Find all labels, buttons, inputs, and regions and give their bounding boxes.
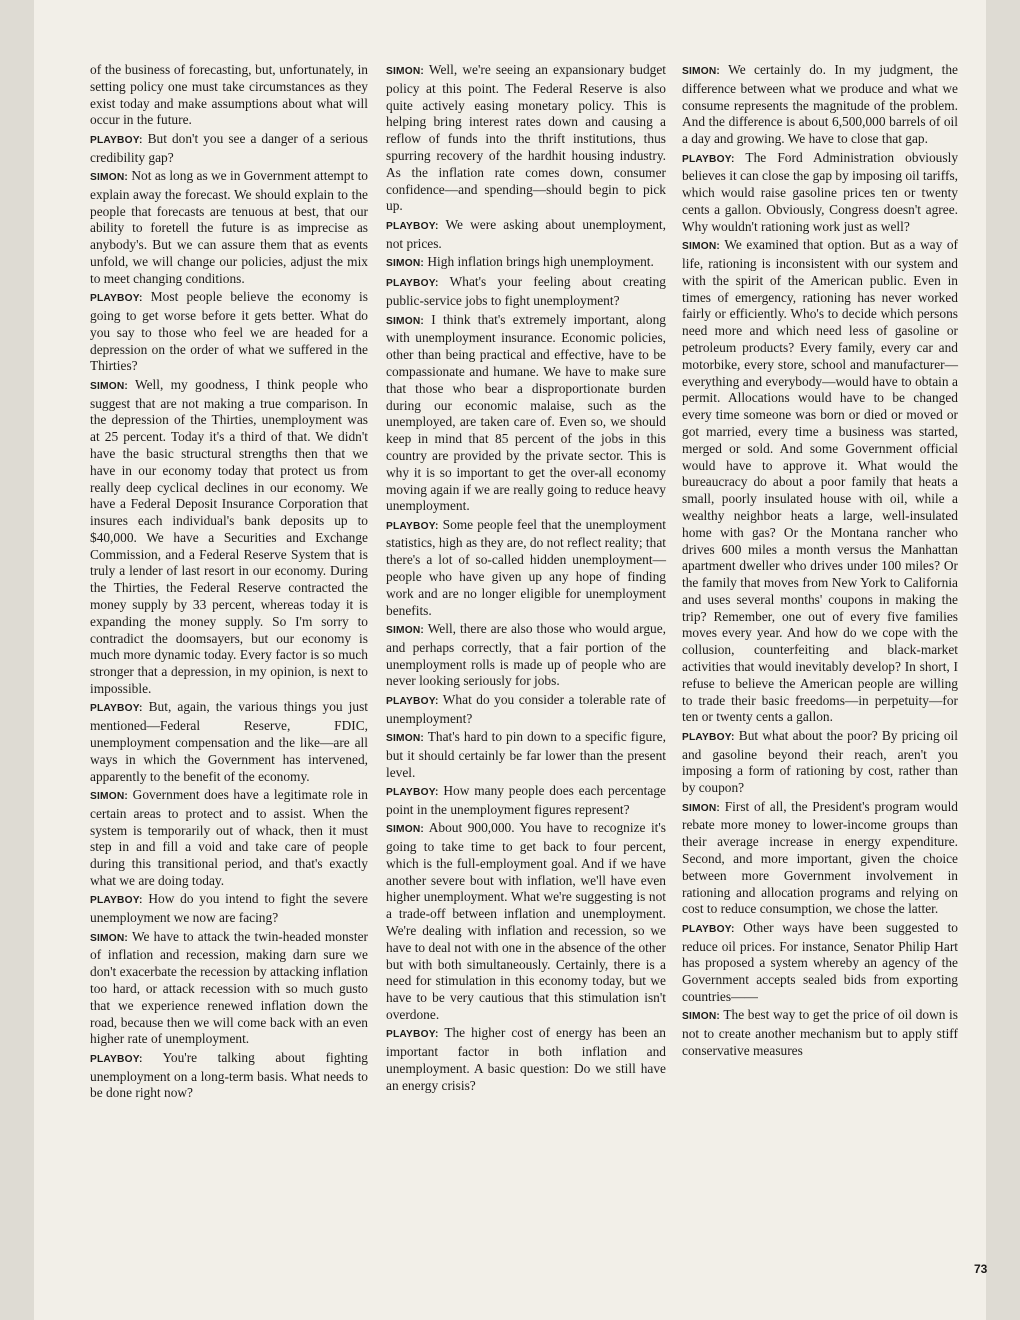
speaker-label: PLAYBOY:	[386, 278, 439, 290]
paragraph	[90, 168, 368, 288]
speaker-label: SIMON:	[386, 824, 424, 836]
paragraph	[90, 699, 368, 785]
speaker-label: SIMON:	[386, 257, 424, 269]
paragraph-text: The best way to get the price of oil down is not to create another mechanism but to apply stiff conservative measures	[682, 1007, 958, 1058]
speaker-label: SIMON:	[682, 1011, 720, 1023]
paragraph-text: What's your feeling about creating public-service jobs to fight unemployment?	[386, 274, 667, 309]
paragraph	[386, 274, 666, 310]
paragraph-text: Well, my goodness, I think people who suggest that are not making a true comparison. In the depression of the Thirties, unemployment was at 25 percent. Today it's a third of that. We didn't have the basic structural strengths then that we have in our economy today that protect us from really deep cyclical declines in our economy. We have a Federal Deposit Insurance Corporation that insures each individual's bank deposits up to $40,000. We have a Securities and Exchange Commission, and a Federal Reserve System that is truly a lender of last resort in our economy. During the Thirties, the Federal Reserve contracted the money supply by 33 percent, whereas today it is expanding the money supply. So I'm sorry to contradict the doomsayers, but our economy is much more dynamic today. Every factor is so much stronger that a depression, in my opinion, is next to impossible.	[90, 376, 368, 697]
paragraph-text: We were asking about unemployment, not prices.	[386, 216, 666, 251]
paragraph	[386, 783, 666, 819]
speaker-label: PLAYBOY:	[90, 1053, 143, 1065]
paragraph	[90, 377, 368, 698]
paragraph	[386, 62, 666, 215]
paragraph	[90, 289, 368, 375]
paragraph-text: We examined that option. But as a way of life, rationing is inconsistent with our system and with the spirit of the American public. Even in times of emergency, rationing has never worked fairly or efficiently. Who's to decide which persons need more and which need less of gasoline or petroleum products? Every family, every car and motorbike, every store, school and manufacturer—everything and everybody—would have to obtain a permit. Allocations would have to be changed every time someone was born or died or moved or got married, every time a business was started, merged or sold. And some Government official would have to approve it. What would the bureaucracy do about a poor family that heats a small, poorly insulated house with oil, while a wealthy neighbor heats a large, well-insulated home with gas? Or the Montana rancher who drives 600 miles a month versus the Manhattan apartment dweller who drives under 100 miles? Or the family that moves from New York to California and uses several months' coupons in making the trip? Remember, one out of every five families moves every year. And how do we cope with the collusion, counterfeiting and black-market activities that would inevitably develop? In short, I refuse to believe the American people are willing to trade their basic freedoms—in perpetuity—for ten or twenty cents a gallon.	[682, 237, 958, 725]
paragraph-text: High inflation brings high unemployment.	[427, 253, 654, 269]
paragraph-text: You're talking about fighting unemployment on a long-term basis. What needs to be done right now?	[90, 1049, 369, 1101]
paragraph	[386, 820, 666, 1024]
paragraph	[386, 254, 666, 273]
paragraph-text: First of all, the President's program would rebate more money to lower-income groups than their average increase in energy expenditure. Second, and more important, given the choice between more Government involvement in rationing and allocation programs and relying on cost to reduce consumption, we chose the latter.	[682, 798, 958, 917]
paragraph	[682, 150, 958, 236]
speaker-label: SIMON:	[90, 171, 128, 183]
paragraph-text: But what about the poor? By pricing oil and gasoline beyond their reach, aren't you imposing a form of rationing by cost, rather than by coupon?	[682, 727, 958, 796]
paragraph	[90, 929, 368, 1049]
paragraph-text: We certainly do. In my judgment, the difference between what we produce and what we consume represents the magnitude of the problem. And the difference is about 6,500,000 barrels of oil a day and growing. We have to close that gap.	[682, 62, 959, 147]
speaker-label: PLAYBOY:	[90, 293, 143, 305]
speaker-label: PLAYBOY:	[90, 703, 143, 715]
paragraph	[682, 728, 958, 797]
paragraph-text: Well, there are also those who would argue, and perhaps correctly, that a fair portion of the unemployment rolls is made up of people who are never looking seriously for jobs.	[386, 621, 666, 689]
speaker-label: PLAYBOY:	[90, 895, 143, 907]
speaker-label: SIMON:	[90, 380, 128, 392]
paragraph	[386, 1025, 666, 1094]
speaker-label: PLAYBOY:	[682, 153, 735, 165]
page-number: 73	[974, 1262, 988, 1276]
paragraph	[386, 312, 666, 516]
speaker-label: SIMON:	[386, 625, 424, 637]
paragraph-text: Most people believe the economy is going to get worse before it gets better. What do you say to those who feel we are headed for a depression on the order of what we suffered in the Thirties?	[90, 289, 368, 374]
speaker-label: SIMON:	[90, 932, 128, 944]
speaker-label: SIMON:	[386, 315, 424, 327]
paragraph	[90, 891, 368, 927]
paragraph-text: Not as long as we in Government attempt to explain away the forecast. We should explain to the people that forecasts are tenuous at best, that our ability to foretell the future is as imprecise as anybody's. But we can assure them that as events unfold, we will change our policies, adjust the mix to meet changing conditions.	[90, 167, 368, 286]
paragraph	[90, 131, 368, 167]
paragraph	[386, 621, 666, 690]
magazine-page	[34, 0, 986, 1320]
speaker-label: SIMON:	[682, 802, 720, 814]
paragraph-text: Government does have a legitimate role in certain areas to protect and to assist. When the system is temporarily out of whack, then it must step in and fill a void and take care of people during this transitional period, and that's exactly what we are doing today.	[90, 787, 368, 889]
paragraph	[682, 62, 958, 148]
speaker-label: PLAYBOY:	[386, 787, 439, 799]
paragraph-text: Some people feel that the unemployment statistics, high as they are, do not reflect reality; that there's a lot of so-called hidden unemployment—people who have given up any hope of finding work and are no longer eligible for unemployment benefits.	[386, 516, 667, 618]
speaker-label: PLAYBOY:	[386, 220, 439, 232]
paragraph	[386, 217, 666, 253]
speaker-label: SIMON:	[90, 791, 128, 803]
paragraph	[386, 692, 666, 728]
paragraph-text: How many people does each percentage point in the unemployment figures represent?	[386, 783, 666, 817]
paragraph	[682, 799, 958, 919]
speaker-label: PLAYBOY:	[386, 695, 439, 707]
speaker-label: PLAYBOY:	[90, 134, 143, 146]
paragraph-text: How do you intend to fight the severe unemployment we now are facing?	[90, 891, 368, 926]
text-column-left	[90, 62, 368, 1104]
paragraph-text: About 900,000. You have to recognize it's going to take time to get back to four percent, which is the full-employment goal. And if we have another severe bout with inflation, we'll have even higher unemployment. What we're suggesting is not a trade-off between inflation and unemployment. We're dealing with inflation and recession, so we have to deal not with one in the absence of the other but with both simultaneously. Certainly, there is a need for stimulation in this economy today, but we have to be very cautious that this stimulation isn't overdone.	[386, 820, 667, 1022]
paragraph	[90, 62, 368, 129]
paragraph	[682, 1007, 958, 1059]
speaker-label: SIMON:	[682, 66, 720, 77]
paragraph-text: We have to attack the twin-headed monster of inflation and recession, making darn sure we don't exacerbate the recession by attacking inflation too hard, or attack recession with so much gusto that we experience renewed inflation down the road, because then we will come back with an even higher rate of unemployment.	[90, 928, 369, 1047]
speaker-label: PLAYBOY:	[682, 923, 735, 935]
paragraph-text: The higher cost of energy has been an important factor in both inflation and unemployment. A basic question: Do we still have an energy crisis?	[386, 1025, 666, 1093]
paragraph	[682, 237, 958, 726]
paragraph-text: What do you consider a tolerable rate of unemployment?	[386, 691, 667, 726]
speaker-label: PLAYBOY:	[386, 520, 439, 532]
paragraph	[90, 1050, 368, 1102]
paragraph-text: Well, we're seeing an expansionary budget policy at this point. The Federal Reserve is also quite actively easing monetary policy. This is helping bring interest rates down and causing a reflow of funds into the thrift institutions, thus spurring recovery of the hardhit housing industry. As the inflation rate comes down, consumer confidence—and spending—should begin to pick up.	[386, 62, 667, 214]
paragraph-text: I think that's extremely important, along with unemployment insurance. Economic policies, other than being practical and effective, have to be compassionate and humane. We have to make sure that those who bear a disproportionate burden during our economic malaise, such as the unemployed, are taken care of. Even so, we should keep in mind that 85 percent of the jobs in this country are provided by the private sector. This is why it is so important to get the over-all economy moving again if we are really going to reduce heavy unemployment.	[386, 311, 666, 514]
paragraph-text: The Ford Administration obviously believes it can close the gap by imposing oil tariffs, which would raise gasoline prices ten or twenty cents a gallon. Obviously, Congress doesn't agree. Why wouldn't rationing work just as well?	[682, 149, 959, 234]
speaker-label: SIMON:	[386, 66, 424, 77]
paragraph	[386, 517, 666, 620]
paragraph-text: But, again, the various things you just mentioned—Federal Reserve, FDIC, unemployment compensation and the like—are all ways in which the Government has intervened, apparently to the benefit of the economy.	[90, 699, 369, 784]
speaker-label: PLAYBOY:	[682, 731, 735, 743]
speaker-label: SIMON:	[682, 241, 720, 253]
text-column-middle	[386, 62, 666, 1096]
paragraph-text: Other ways have been suggested to reduce oil prices. For instance, Senator Philip Hart has proposed a system whereby an agency of the Government accepts sealed bids from exporting countries——	[682, 919, 958, 1004]
paragraph-text: But don't you see a danger of a serious credibility gap?	[90, 130, 368, 165]
paragraph-text: of the business of forecasting, but, unfortunately, in setting policy one must take circumstances as they exist today and make assumptions about what will occur in the future.	[90, 62, 368, 128]
paragraph	[90, 787, 368, 890]
text-column-right	[682, 62, 958, 1061]
speaker-label: SIMON:	[386, 733, 424, 745]
paragraph	[682, 920, 958, 1006]
speaker-label: PLAYBOY:	[386, 1029, 439, 1041]
paragraph-text: That's hard to pin down to a specific figure, but it should certainly be far lower than the present level.	[386, 729, 667, 780]
paragraph	[386, 729, 666, 781]
